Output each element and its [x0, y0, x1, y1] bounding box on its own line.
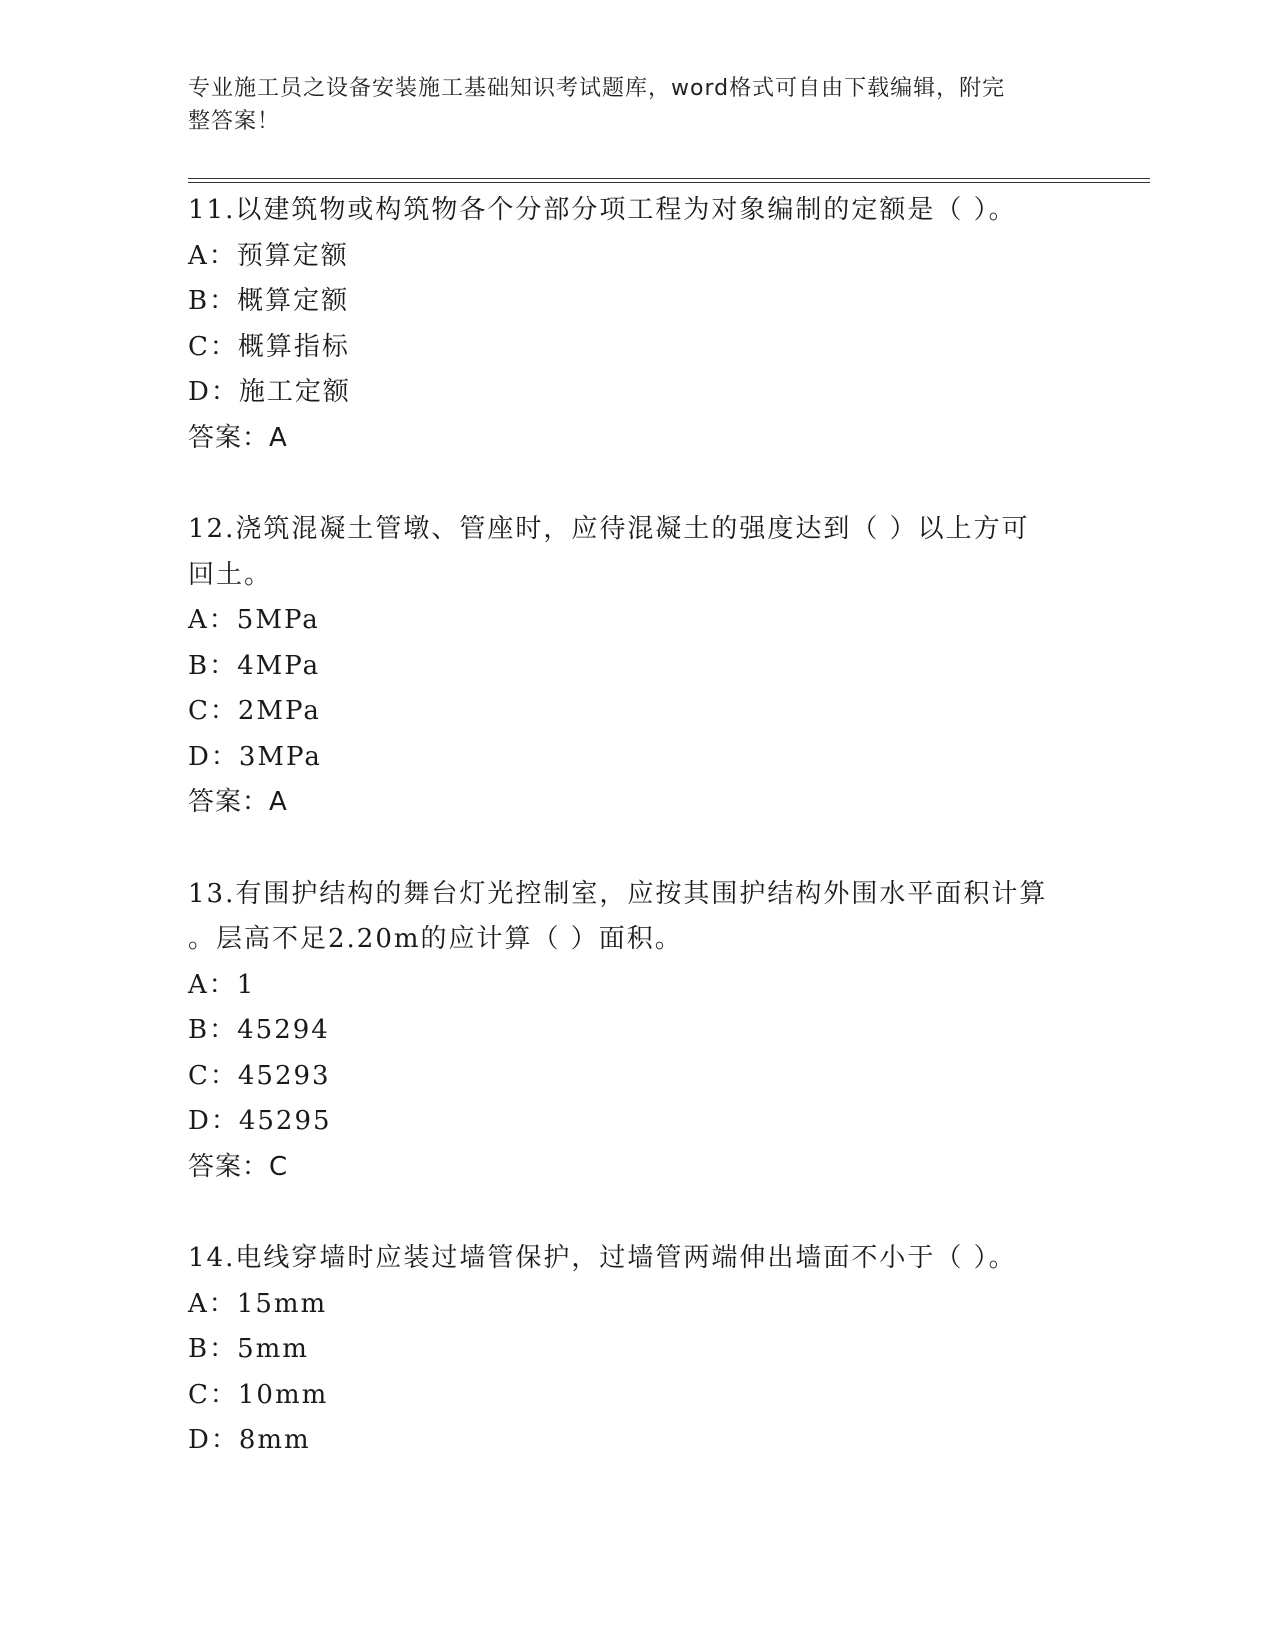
option-c: C：2MPa	[188, 696, 321, 726]
question-stem-continued: 回土。	[188, 559, 273, 590]
option-c: C：45293	[188, 1060, 331, 1091]
option-d: D：8mm	[188, 1425, 311, 1455]
answer-label: 答案：A	[188, 422, 288, 453]
answer-label: 答案：C	[188, 1151, 289, 1182]
question-item	[188, 1236, 1088, 1464]
header-line-1: 专业施工员之设备安装施工基础知识考试题库，word格式可自由下载编辑，附完	[188, 76, 1006, 101]
header-line-2: 整答案！	[188, 109, 281, 134]
option-b: B：4MPa	[188, 650, 321, 681]
option-b: B：概算定额	[188, 286, 350, 316]
option-d: D：施工定额	[188, 377, 351, 407]
option-a: A：预算定额	[188, 240, 349, 271]
question-item	[188, 872, 1088, 1191]
question-stem-continued: 。层高不足2.20m的应计算（ ）面积。	[188, 924, 683, 954]
question-list	[188, 188, 1088, 1510]
option-b: B：5mm	[188, 1334, 309, 1364]
question-stem: 14.电线穿墙时应装过墙管保护，过墙管两端伸出墙面不小于（ ）。	[188, 1243, 1017, 1273]
question-stem: 11.以建筑物或构筑物各个分部分项工程为对象编制的定额是（ ）。	[188, 195, 1017, 225]
option-d: D：45295	[188, 1106, 332, 1136]
option-d: D：3MPa	[188, 741, 322, 772]
question-stem: 13.有围护结构的舞台灯光控制室，应按其围护结构外围水平面积计算	[188, 878, 1048, 909]
document-header	[188, 72, 1068, 138]
answer-label: 答案：A	[188, 787, 288, 817]
question-item	[188, 507, 1088, 826]
question-stem: 12.浇筑混凝土管墩、管座时，应待混凝土的强度达到（ ）以上方可	[188, 514, 1030, 544]
question-item	[188, 188, 1088, 461]
option-c: C：10mm	[188, 1379, 329, 1410]
option-a: A：1	[188, 969, 256, 1000]
option-b: B：45294	[188, 1015, 330, 1045]
option-c: C：概算指标	[188, 331, 350, 362]
option-a: A：15mm	[188, 1288, 328, 1319]
option-a: A：5MPa	[188, 605, 320, 635]
header-divider	[188, 178, 1150, 183]
